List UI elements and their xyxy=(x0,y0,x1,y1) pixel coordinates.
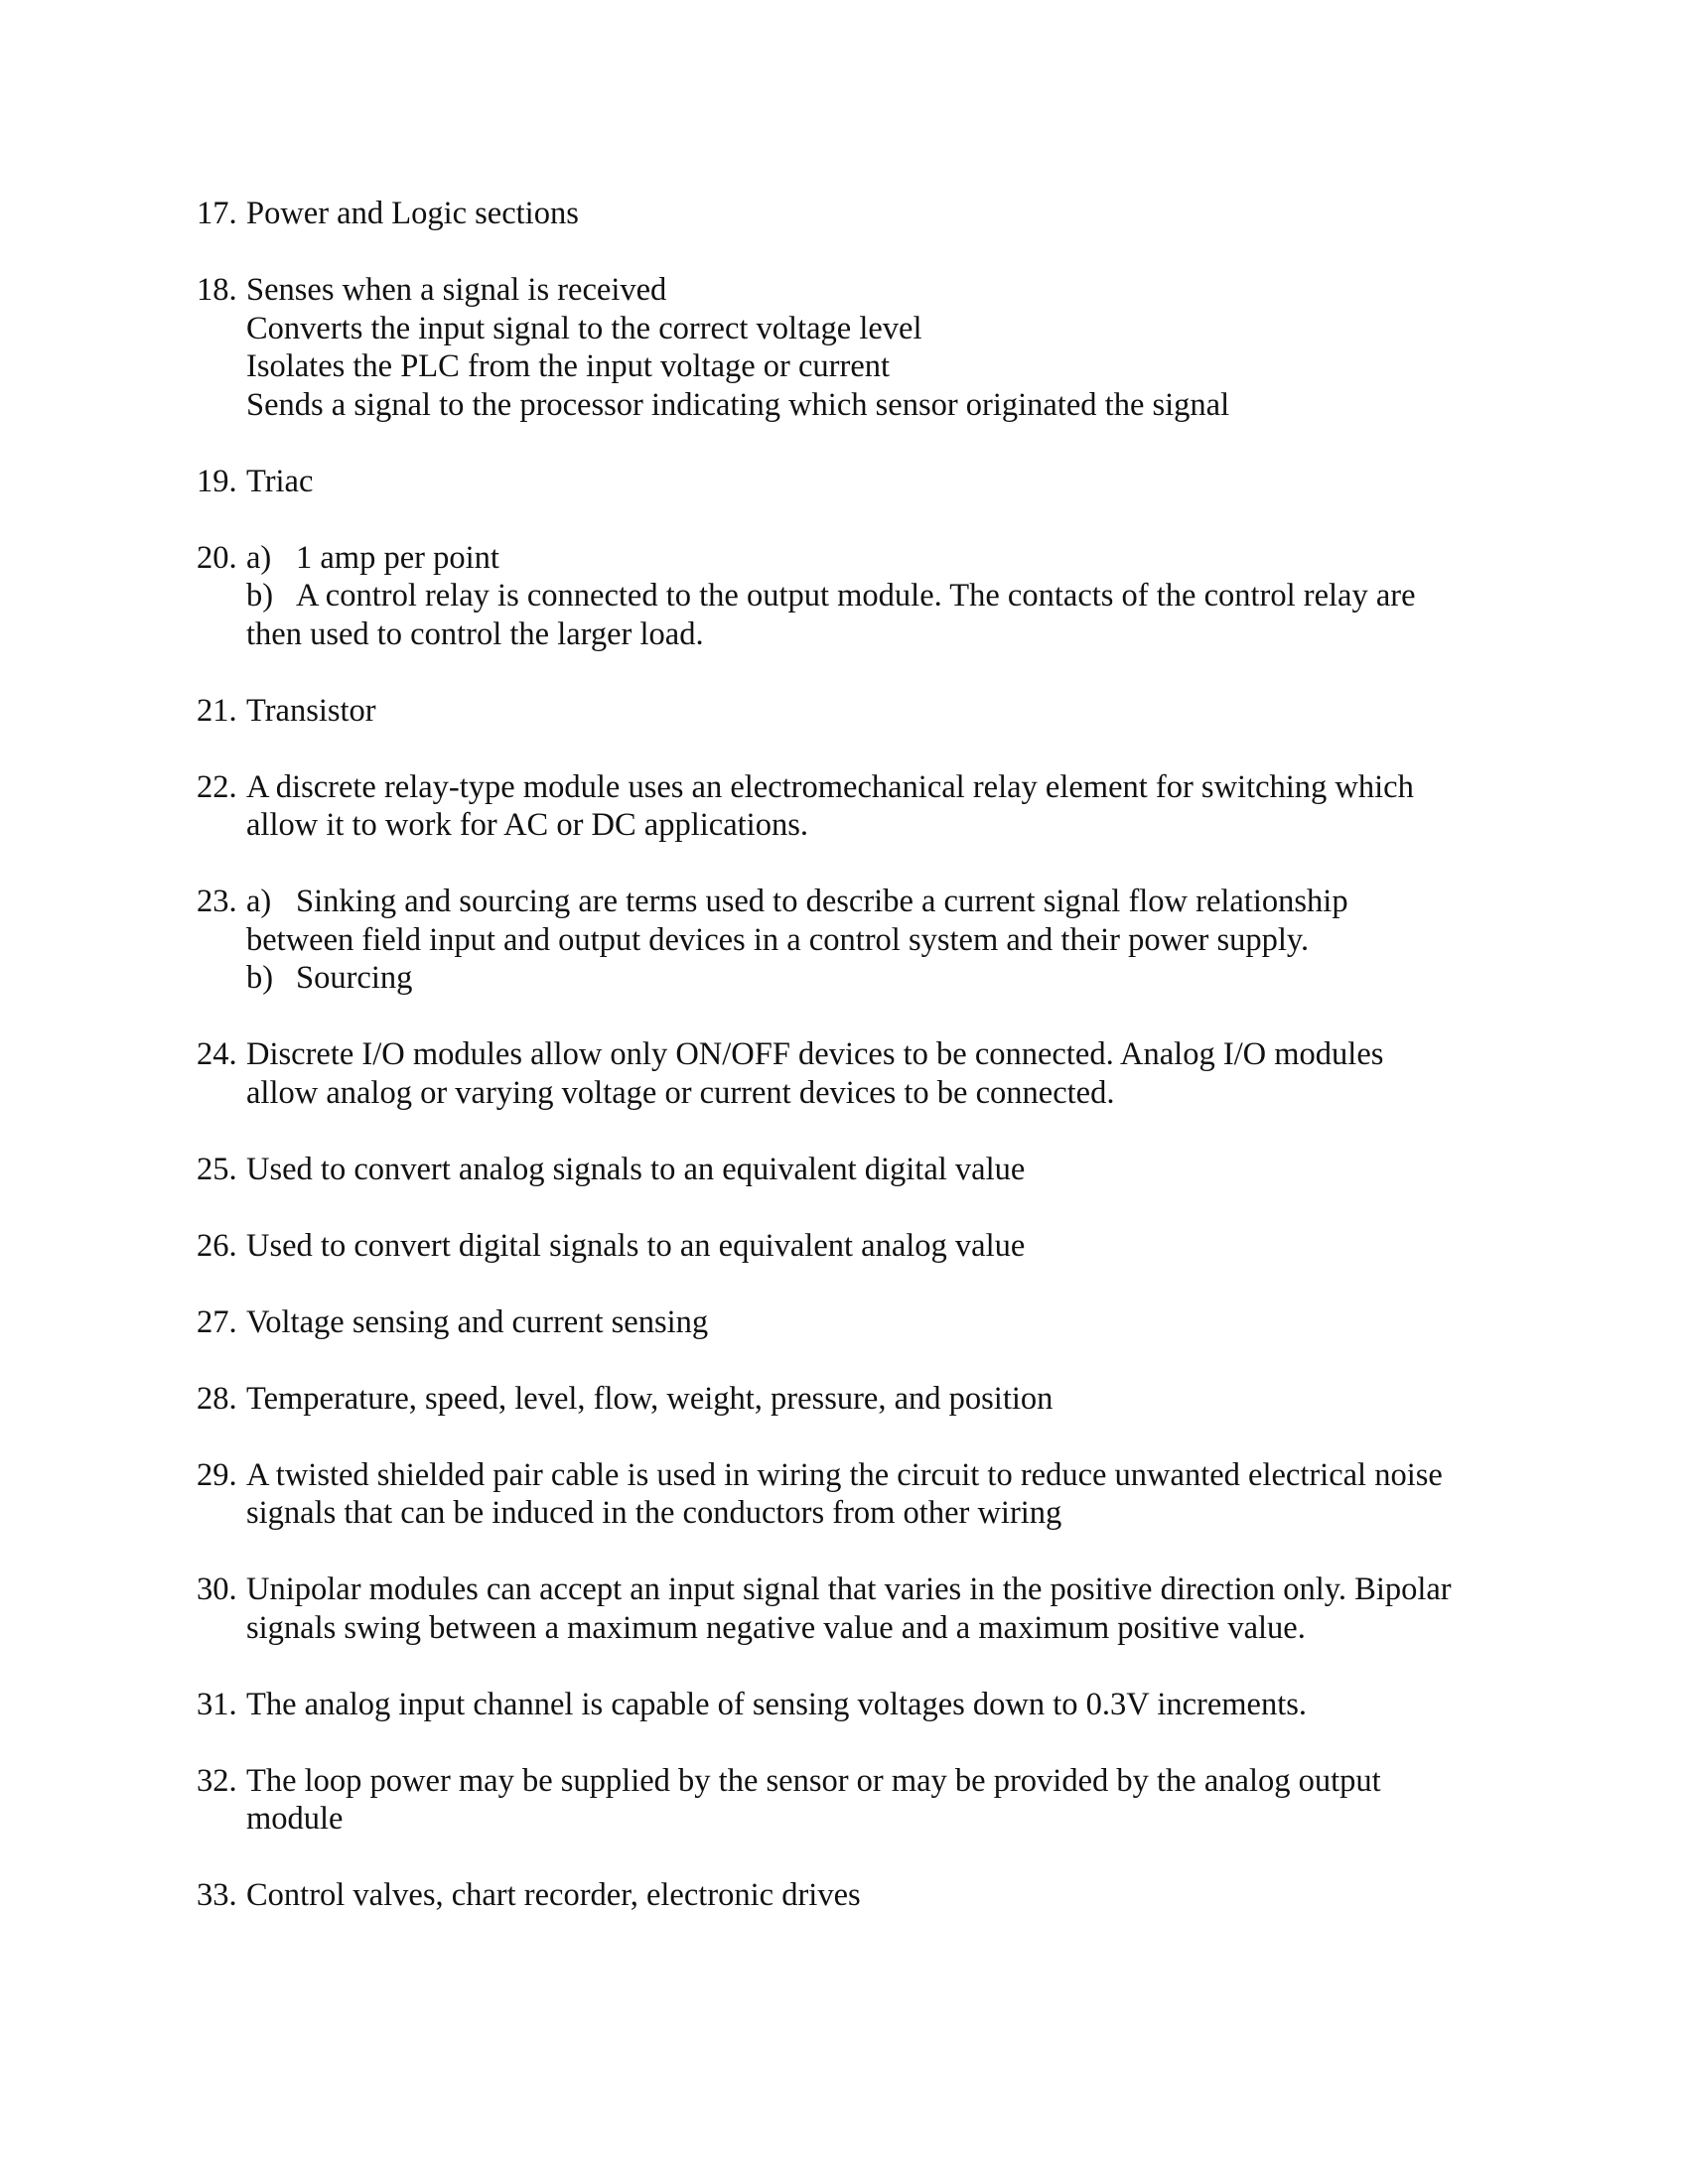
answer-text xyxy=(246,1876,1527,1915)
answer-number: 29. xyxy=(197,1456,237,1493)
answer-text xyxy=(246,1762,1527,1839)
answer-line: The loop power may be supplied by the sensor or may be provided by the analog output xyxy=(246,1762,1381,1799)
answer-number: 30. xyxy=(197,1571,237,1607)
answer-text xyxy=(246,1380,1527,1419)
answer-number: 31. xyxy=(197,1686,237,1722)
answer-line: signals that can be induced in the conductors from other wiring xyxy=(246,1495,1062,1531)
answer-29 xyxy=(197,1456,1527,1533)
answer-number: 17. xyxy=(197,196,237,231)
answer-22 xyxy=(197,768,1527,845)
answer-text xyxy=(246,463,1527,501)
answer-line: Unipolar modules can accept an input signal that varies in the positive direction only. Bipolar xyxy=(246,1571,1452,1607)
sub-answer-label: b) xyxy=(246,960,274,996)
answer-line: Used to convert analog signals to an equivalent digital value xyxy=(246,1151,1026,1187)
answer-number: 33. xyxy=(197,1877,237,1913)
sub-answer-label: a) xyxy=(246,884,272,919)
answer-number: 23. xyxy=(197,884,237,919)
answer-line: A discrete relay-type module uses an electromechanical relay element for switching which xyxy=(246,768,1414,805)
answer-text xyxy=(246,1151,1527,1189)
sub-answer-b xyxy=(246,577,1527,615)
answer-line: Sends a signal to the processor indicating which sensor originated the signal xyxy=(246,386,1230,423)
answer-number: 22. xyxy=(197,768,237,805)
answer-line: allow analog or varying voltage or current devices to be connected. xyxy=(246,1074,1115,1111)
answer-20 xyxy=(197,539,1527,654)
answer-line: Senses when a signal is received xyxy=(246,272,667,308)
answer-line: Transistor xyxy=(246,692,376,729)
answer-number: 32. xyxy=(197,1762,237,1799)
answer-number: 26. xyxy=(197,1227,237,1264)
answer-text xyxy=(246,768,1527,845)
answer-31 xyxy=(197,1686,1527,1724)
answer-line: Converts the input signal to the correct voltage level xyxy=(246,310,922,346)
answer-line: Control valves, chart recorder, electronic drives xyxy=(246,1877,861,1913)
answer-line: A twisted shielded pair cable is used in wiring the circuit to reduce unwanted electrical noise xyxy=(246,1456,1443,1493)
answer-line: signals swing between a maximum negative value and a maximum positive value. xyxy=(246,1609,1306,1646)
answer-number: 21. xyxy=(197,692,237,729)
answer-line: module xyxy=(246,1801,344,1837)
answer-number: 20. xyxy=(197,539,237,576)
answer-21 xyxy=(197,692,1527,731)
answer-number: 18. xyxy=(197,272,237,308)
answer-list xyxy=(197,195,1527,1953)
answer-19 xyxy=(197,463,1527,501)
sub-answer-b xyxy=(246,959,1527,998)
answer-line: Discrete I/O modules allow only ON/OFF devices to be connected. Analog I/O modules xyxy=(246,1036,1384,1072)
answer-28 xyxy=(197,1380,1527,1419)
sub-answer-text: Sinking and sourcing are terms used to describe a current signal flow relationship xyxy=(296,884,1348,919)
sub-answer-a xyxy=(246,883,1527,921)
answer-text xyxy=(246,1456,1527,1533)
answer-text xyxy=(246,1035,1527,1112)
sub-answer-label: b) xyxy=(246,578,274,614)
sub-answer-continuation: then used to control the larger load. xyxy=(246,615,704,652)
answer-text xyxy=(246,692,1527,731)
answer-text xyxy=(246,1227,1527,1266)
answer-line: Voltage sensing and current sensing xyxy=(246,1303,709,1340)
answer-line: Triac xyxy=(246,463,314,499)
sub-answer-label: a) xyxy=(246,539,272,576)
answer-24 xyxy=(197,1035,1527,1112)
answer-text xyxy=(246,195,1527,233)
answer-line: The analog input channel is capable of sensing voltages down to 0.3V increments. xyxy=(246,1686,1308,1722)
answer-number: 24. xyxy=(197,1036,237,1072)
answer-18 xyxy=(197,271,1527,424)
sub-answer-text: 1 amp per point xyxy=(296,539,499,576)
answer-number: 19. xyxy=(197,463,237,499)
answer-27 xyxy=(197,1303,1527,1342)
answer-text xyxy=(246,1570,1527,1647)
answer-text xyxy=(246,1686,1527,1724)
answer-25 xyxy=(197,1151,1527,1189)
answer-line: Power and Logic sections xyxy=(246,196,579,231)
sub-answer-continuation: between field input and output devices in a control system and their power supply. xyxy=(246,921,1310,958)
sub-answer-text: A control relay is connected to the output module. The contacts of the control relay are xyxy=(296,578,1416,614)
answer-line: Used to convert digital signals to an equivalent analog value xyxy=(246,1227,1026,1264)
answer-32 xyxy=(197,1762,1527,1839)
answer-line: Isolates the PLC from the input voltage or current xyxy=(246,348,891,384)
sub-answer-a xyxy=(246,539,1527,578)
answer-33 xyxy=(197,1876,1527,1915)
answer-17 xyxy=(197,195,1527,233)
answer-text xyxy=(246,271,1527,424)
answer-line: Temperature, speed, level, flow, weight, pressure, and position xyxy=(246,1380,1054,1417)
answer-number: 25. xyxy=(197,1151,237,1187)
answer-number: 27. xyxy=(197,1303,237,1340)
answer-23 xyxy=(197,883,1527,998)
answer-text xyxy=(246,1303,1527,1342)
answer-30 xyxy=(197,1570,1527,1647)
sub-answer-text: Sourcing xyxy=(296,960,413,996)
answer-text xyxy=(246,539,1527,654)
answer-line: allow it to work for AC or DC applications. xyxy=(246,807,808,843)
answer-text xyxy=(246,883,1527,998)
answer-26 xyxy=(197,1227,1527,1266)
answer-number: 28. xyxy=(197,1380,237,1417)
